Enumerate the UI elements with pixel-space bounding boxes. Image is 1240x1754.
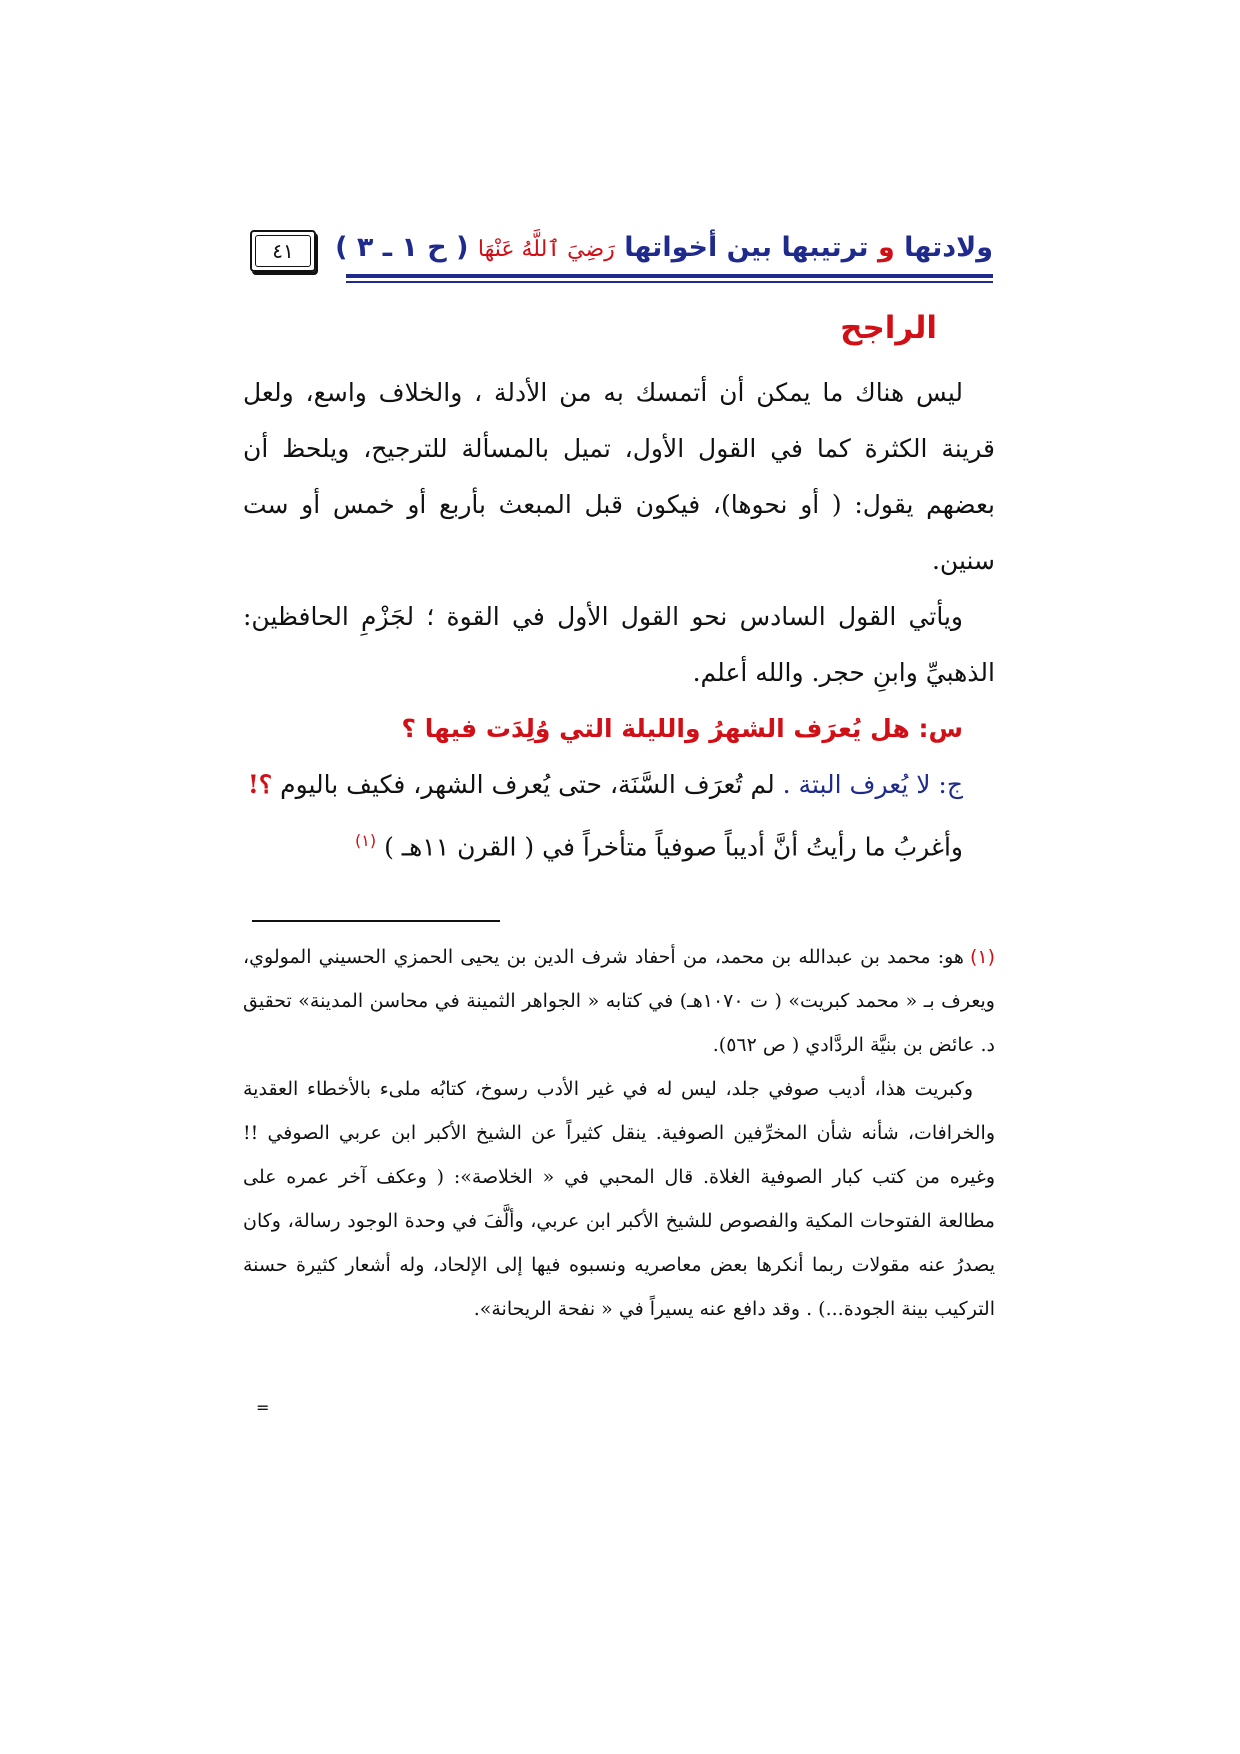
footnote-separator (252, 920, 500, 922)
answer-mark: ؟! (247, 770, 273, 799)
section-title: الراجح (840, 310, 937, 346)
paragraph-1: ليس هناك ما يمكن أن أتمسك به من الأدلة ، والخلاف واسع، ولعل قرينة الكثرة كما في القول الأول، تميل بالمسألة للترجيح، ويلحظ أن بعضهم يقول: ( أو نحوها)، فيكون قبل المبعث بأربع أو خمس أو ست سنين. (243, 378, 995, 575)
end-mark: = (256, 1398, 270, 1417)
title-part2: ترتيبها بين أخواتها (614, 232, 878, 263)
footnote-reference[interactable]: (١) (355, 831, 377, 850)
page-number-box (250, 230, 316, 272)
answer-text: لم تُعرَف السَّنَة، حتى يُعرف الشهر، فكيف باليوم (272, 770, 783, 799)
page-number: ٤١ (272, 239, 294, 263)
header-rule-thin (346, 281, 993, 283)
footnotes (243, 935, 995, 1331)
main-text (243, 365, 995, 875)
running-title (335, 232, 993, 263)
footnote-number: (١) (969, 946, 995, 968)
title-part1: ولادتها (894, 232, 993, 263)
paragraph-last (243, 813, 995, 875)
honorific-glyph: رَضِيَ ٱللَّهُ عَنْهَا (477, 237, 615, 262)
answer-emphasis: لا يُعرف البتة . (782, 770, 931, 799)
part-label: ( ح ١ ـ ٣ ) (335, 232, 478, 263)
title-connector: و (877, 232, 895, 263)
header-rule-thick (346, 274, 993, 278)
footnote-1 (243, 935, 995, 1067)
page-number-frame (255, 235, 311, 267)
answer-paragraph (243, 757, 995, 813)
page-header (250, 230, 993, 290)
answer-label: ج: (930, 770, 963, 799)
last-line-text: وأغربُ ما رأيتُ أنَّ أديباً صوفياً متأخراً في ( القرن ١١هـ ) (376, 832, 963, 862)
paragraph-2: ويأتي القول السادس نحو القول الأول في القوة ؛ لجَزْمِ الحافظين: الذهبيِّ وابنِ حجر. والله أعلم. (243, 602, 995, 687)
question-heading: س: هل يُعرَف الشهرُ والليلة التي وُلِدَت فيها ؟ (401, 714, 963, 743)
footnote-1-text: هو: محمد بن عبدالله بن محمد، من أحفاد شرف الدين بن يحيى الحمزي الحسيني المولوي، ويعرف بـ « محمد كبريت» ( ت ١٠٧٠هـ) في كتابه « الجواهر الثمينة في محاسن المدينة» تحقيق د. عائض بن بنيَّة الردَّادي ( ص ٥٦٢). (243, 946, 995, 1056)
footnote-1-continuation: وكبريت هذا، أديب صوفي جلد، ليس له في غير الأدب رسوخ، كتابُه ملىء بالأخطاء العقدية والخرافات، شأنه شأن المخرِّفين الصوفية. ينقل كثيراً عن الشيخ الأكبر ابن عربي الصوفي !! وغيره من كتب كبار الصوفية الغلاة. قال المحبي في « الخلاصة»: ( وعكف آخر عمره على مطالعة الفتوحات المكية والفصوص للشيخ الأكبر ابن عربي، وألَّفَ في وحدة الوجود رسالة، وكان يصدرُ عنه مقولات ربما أنكرها بعض معاصريه ونسبوه فيها إلى الإلحاد، وله أشعار كثيرة حسنة التركيب بينة الجودة...) . وقد دافع عنه يسيراً في « نفحة الريحانة». (243, 1078, 996, 1320)
